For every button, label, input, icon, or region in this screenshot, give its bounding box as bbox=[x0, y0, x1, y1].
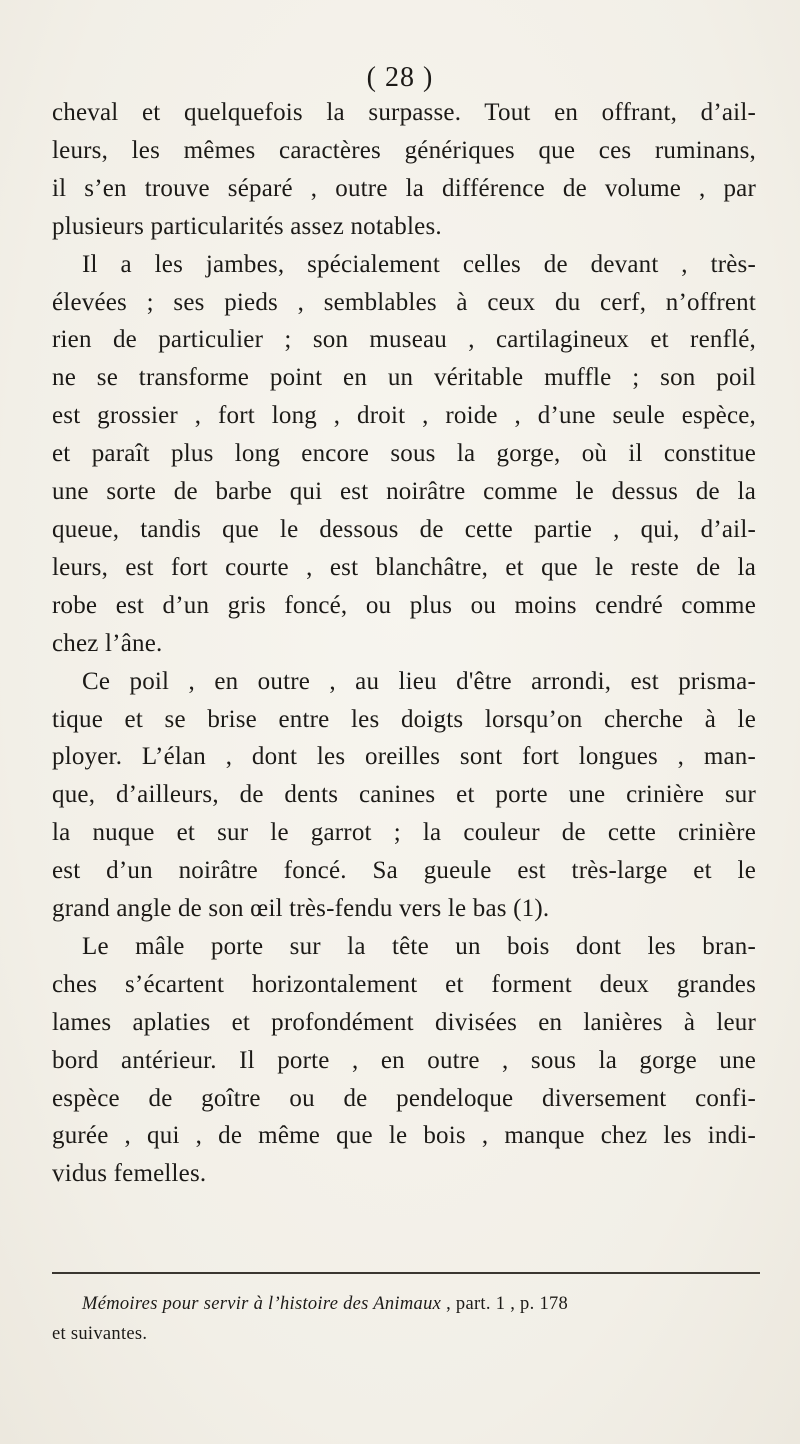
paragraph-start-line: Le mâle porte sur la tête un bois dont les bran- bbox=[82, 932, 756, 960]
text-line: tique et se brise entre les doigts lorsqu’on cherche à le bbox=[52, 705, 756, 733]
body-text bbox=[52, 94, 756, 1193]
text-line: cheval et quelquefois la surpasse. Tout en offrant, d’ail- bbox=[52, 99, 756, 126]
text-line: plusieurs particularités assez notables. bbox=[52, 212, 442, 240]
text-line: il s’en trouve séparé , outre la différence de volume , par bbox=[52, 174, 756, 202]
text-line: gurée , qui , de même que le bois , manque chez les indi- bbox=[52, 1122, 756, 1150]
text-line: espèce de goître ou de pendeloque diversement confi- bbox=[52, 1084, 756, 1112]
text-line: robe est d’un gris foncé, ou plus ou moins cendré comme bbox=[52, 591, 756, 619]
footnote-divider bbox=[52, 1272, 760, 1274]
footnote bbox=[52, 1289, 764, 1349]
page-number: ( 28 ) bbox=[366, 62, 434, 93]
text-line: élevées ; ses pieds , semblables à ceux du cerf, n’offrent bbox=[52, 288, 756, 316]
text-line: et paraît plus long encore sous la gorge, où il constitue bbox=[52, 440, 756, 468]
text-line: queue, tandis que le dessous de cette partie , qui, d’ail- bbox=[52, 515, 756, 543]
footnote-reference: , part. 1 , p. 178 bbox=[441, 1294, 569, 1314]
text-line: bord antérieur. Il porte , en outre , sous la gorge une bbox=[52, 1046, 756, 1074]
text-line: rien de particulier ; son museau , cartilagineux et renflé, bbox=[52, 326, 756, 354]
text-line: la nuque et sur le garrot ; la couleur de cette crinière bbox=[52, 819, 756, 847]
text-line: leurs, les mêmes caractères génériques que ces ruminans, bbox=[52, 136, 756, 164]
text-line: vidus femelles. bbox=[52, 1160, 207, 1188]
footnote-source-title: Mémoires pour servir à l’histoire des Animaux bbox=[82, 1294, 442, 1314]
text-line: une sorte de barbe qui est noirâtre comme le dessus de la bbox=[52, 478, 756, 506]
text-line: grand angle de son œil très-fendu vers le bas (1). bbox=[52, 895, 550, 923]
paragraph-start-line: Il a les jambes, spécialement celles de devant , très- bbox=[82, 250, 756, 278]
text-line: que, d’ailleurs, de dents canines et porte une crinière sur bbox=[52, 781, 756, 809]
footnote-line: et suivantes. bbox=[52, 1324, 148, 1344]
text-line: chez l’âne. bbox=[52, 629, 163, 657]
text-line: est d’un noirâtre foncé. Sa gueule est très-large et le bbox=[52, 857, 756, 885]
text-line: ches s’écartent horizontalement et forment deux grandes bbox=[52, 970, 756, 998]
text-line: est grossier , fort long , droit , roide , d’une seule espèce, bbox=[52, 402, 756, 430]
text-line: leurs, est fort courte , est blanchâtre, et que le reste de la bbox=[52, 553, 756, 581]
text-line: ployer. L’élan , dont les oreilles sont fort longues , man- bbox=[52, 743, 756, 771]
text-line: ne se transforme point en un véritable muffle ; son poil bbox=[52, 364, 756, 392]
footnote-line bbox=[52, 1289, 764, 1319]
text-line: lames aplaties et profondément divisées en lanières à leur bbox=[52, 1008, 756, 1036]
paragraph-start-line: Ce poil , en outre , au lieu d'être arrondi, est prisma- bbox=[82, 667, 756, 695]
